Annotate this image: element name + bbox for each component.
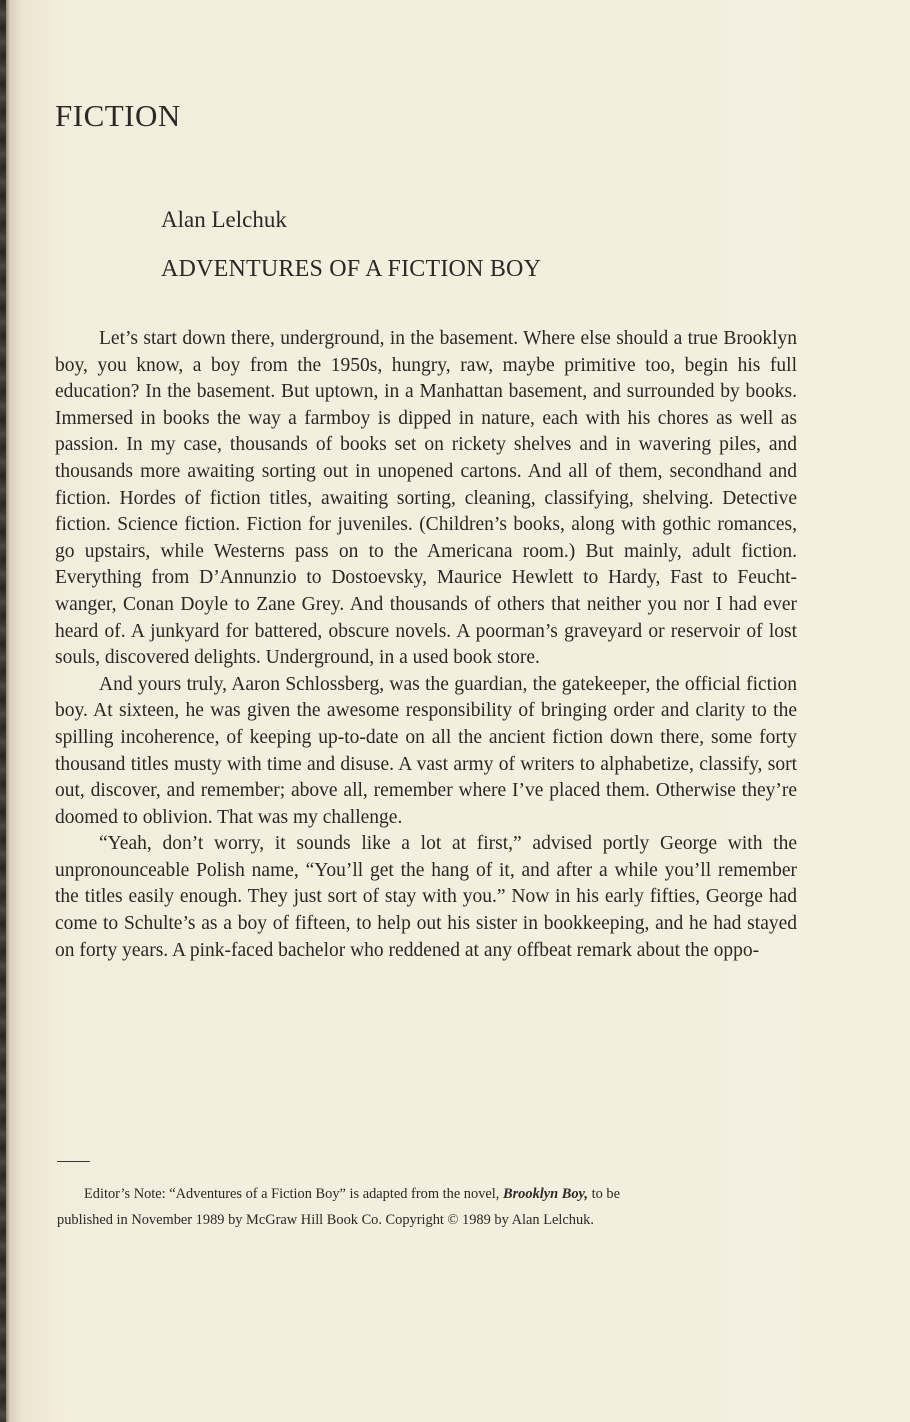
footnote-line-1 [84, 1181, 800, 1207]
footnote-divider [57, 1161, 90, 1162]
section-heading: FICTION [55, 98, 181, 133]
footnote-prefix: Editor’s Note: “Adventures of a Fiction Boy” is adapted from the novel, [84, 1186, 500, 1202]
editors-note [57, 1181, 800, 1233]
story-body [55, 326, 797, 964]
footnote-line-2: published in November 1989 by McGraw Hill Book Co. Copyright © 1989 by Alan Lelchuk. [57, 1212, 594, 1228]
paragraph-3: “Yeah, don’t worry, it sounds like a lot at first,” advised portly George with the unpronounceable Polish name, “You’ll get the hang of it, and after a while you’ll remember the titles easily enough. They just sort of stay with you.” Now in his early fifties, George had come to Schulte’s as a boy of fifteen, to help out his sister in bookkeeping, and he had stayed on forty years. A pink-faced bachelor who reddened at any offbeat remark about the oppo- [55, 833, 797, 961]
footnote-suffix: to be [591, 1186, 620, 1202]
paragraph-2: And yours truly, Aaron Schlossberg, was the guardian, the gatekeeper, the official fiction boy. At sixteen, he was given the awesome responsibility of bringing order and clarity to the spilling incoherence, of keeping up-to-date on all the ancient fiction down there, some forty thousand titles musty with time and disuse. A vast army of writers to alphabetize, classify, sort out, discover, and remember; above all, remember where I’ve placed them. Otherwise they’re doomed to oblivion. That was my challenge. [55, 673, 797, 828]
novel-title: Brooklyn Boy, [502, 1186, 588, 1202]
author-name: Alan Lelchuk [161, 207, 287, 232]
book-binding-shadow [0, 0, 6, 1422]
paragraph-1: Let’s start down there, underground, in the basement. Where else should a true Brooklyn boy, you know, a boy from the 1950s, hungry, raw, maybe primitive too, begin his full education? In the basement. But uptown, in a Manhattan basement, and surrounded by books. Immersed in books the way a farmboy is dipped in nature, each with his chores as well as passion. In my case, thousands of books set on rickety shelves and in wavering piles, and thousands more awaiting sorting out in unopened cartons. And all of them, secondhand and fiction. Hordes of fiction titles, awaiting sorting, cleaning, classifying, shelving. Detective fiction. Science fiction. Fiction for juveniles. (Children’s books, along with gothic romances, go upstairs, while Westerns pass on to the Americana room.) But mainly, adult fiction. Everything from D’Annunzio to Dostoevsky, Maurice Hewlett to Hardy, Fast to Feuchtwanger, Conan Doyle to Zane Grey. And thousands of others that neither you nor I had ever heard of. A junkyard for battered, obscure novels. A poorman’s graveyard or reservoir of lost souls, discovered delights. Underground, in a used book store. [55, 328, 797, 669]
story-title: ADVENTURES OF A FICTION BOY [161, 256, 542, 282]
